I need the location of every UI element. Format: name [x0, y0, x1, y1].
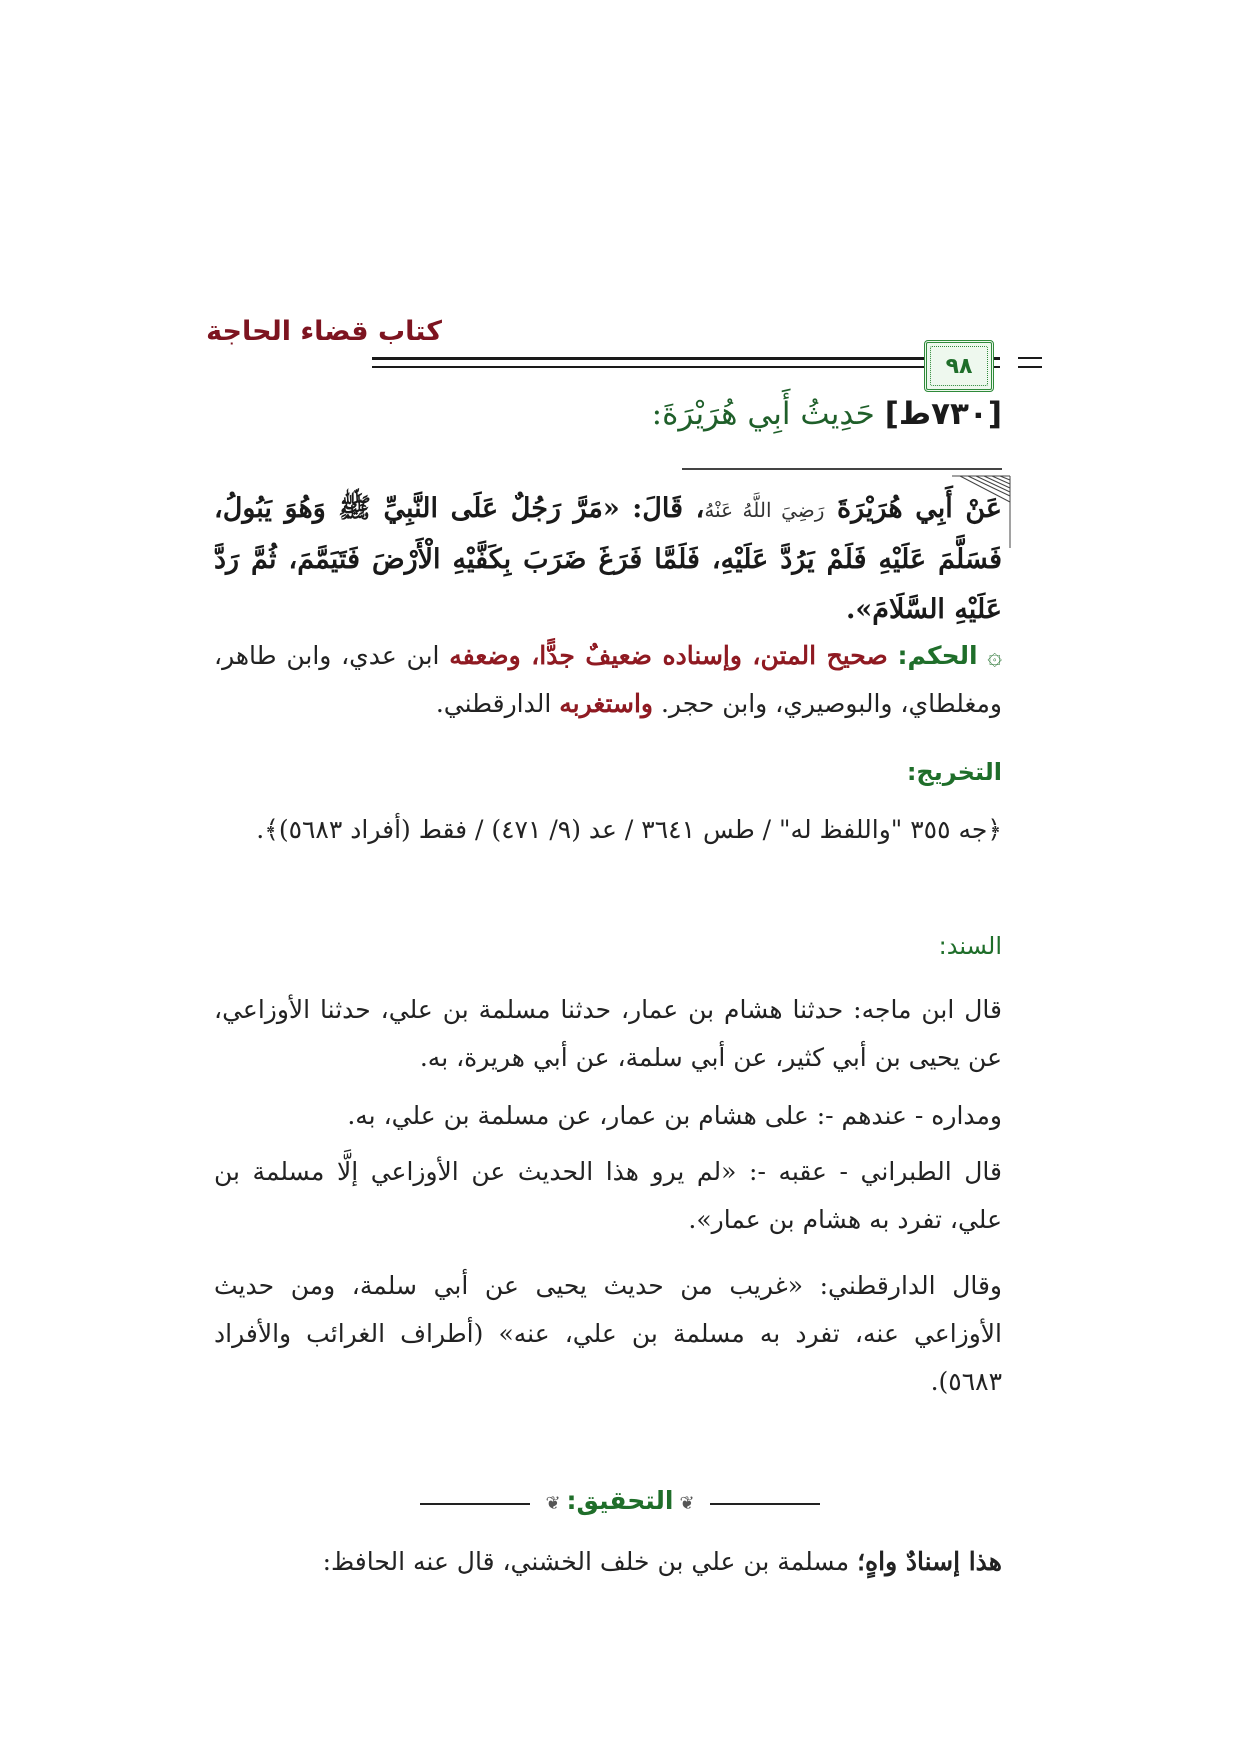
sanad-p3: قال الطبراني - عقبه -: «لم يرو هذا الحديث عن الأوزاعي إلَّا مسلمة بن علي، تفرد به هشام بن عمار».	[214, 1157, 1002, 1234]
hadith-title: حَدِيثُ أَبِي هُرَيْرَةَ:	[651, 396, 875, 432]
header-rule-thin	[372, 366, 1000, 368]
ornament-icon: ❦	[545, 1493, 561, 1514]
ruling-verdict: صحيح المتن، وإسناده ضعيفٌ جدًّا، وضعفه	[449, 641, 888, 670]
sanad-p1: قال ابن ماجه: حدثنا هشام بن عمار، حدثنا مسلمة بن علي، حدثنا الأوزاعي، عن يحيى بن أبي كثير، عن أبي سلمة، عن أبي هريرة، به.	[214, 995, 1002, 1072]
ruling-verdict-2: واستغربه	[559, 689, 653, 718]
tahqiq-lead: هذا إسنادٌ واهٍ؛	[857, 1547, 1002, 1576]
ruling-paragraph	[214, 632, 1002, 728]
header-rule-end	[1018, 357, 1042, 359]
tahqiq-divider	[420, 1484, 820, 1524]
matn-body: ، قَالَ: «مَرَّ رَجُلٌ عَلَى النَّبِيِّ ﷺ وَهُوَ يَبُولُ، فَسَلَّمَ عَلَيْهِ فَلَمْ يَرُدَّ عَلَيْهِ، فَلَمَّا فَرَغَ ضَرَبَ بِكَفَّيْهِ الْأَرْضَ فَتَيَمَّمَ، ثُمَّ رَدَّ عَلَيْهِ السَّلَامَ».	[214, 493, 1002, 625]
heading-rule	[682, 468, 1002, 470]
sanad-p2: ومداره - عندهم -: على هشام بن عمار، عن مسلمة بن علي، به.	[347, 1101, 1002, 1130]
ruling-label: الحكم:	[897, 641, 978, 670]
tahqiq-paragraph	[214, 1538, 1002, 1586]
takhrij-text: ﴿جه ٣٥٥ "واللفظ له" / طس ٣٦٤١ / عد (٩/ ٤٧١) / فقط (أفراد ٥٦٨٣)﴾.	[256, 815, 1002, 844]
hadith-number: [٧٣٠ط]	[884, 396, 1002, 432]
page-number-badge	[924, 340, 994, 392]
running-title: كتاب قضاء الحاجة	[206, 316, 442, 347]
hadith-matn	[214, 484, 1002, 635]
tahqiq-text: مسلمة بن علي بن خلف الخشني، قال عنه الحافظ:	[322, 1547, 850, 1576]
ruling-text: ابن عدي، وابن طاهر، ومغلطاي، والبوصيري، وابن حجر.	[214, 641, 1002, 718]
tahqiq-label: التحقيق:	[566, 1486, 674, 1515]
honorific: رَضِيَ اللَّهُ عَنْهُ	[704, 498, 825, 522]
hadith-heading	[202, 396, 1002, 432]
matn-intro: عَنْ أَبِي هُرَيْرَةَ	[836, 493, 1002, 524]
ornament-icon: ❦	[679, 1493, 695, 1514]
takhrij-label: التخريج:	[906, 758, 1002, 786]
sanad-p4: وقال الدارقطني: «غريب من حديث يحيى عن أبي سلمة، ومن حديث الأوزاعي عنه، تفرد به مسلمة بن علي، عنه» (أطراف الغرائب والأفراد ٥٦٨٣).	[214, 1271, 1002, 1396]
header-rule-end-thin	[1018, 366, 1042, 368]
page-number: ٩٨	[945, 353, 973, 379]
header-rule	[372, 357, 1000, 360]
ruling-seal-icon: ۞	[987, 641, 1003, 670]
ruling-text-2: الدارقطني.	[435, 689, 552, 718]
sanad-label: السند:	[938, 932, 1002, 960]
